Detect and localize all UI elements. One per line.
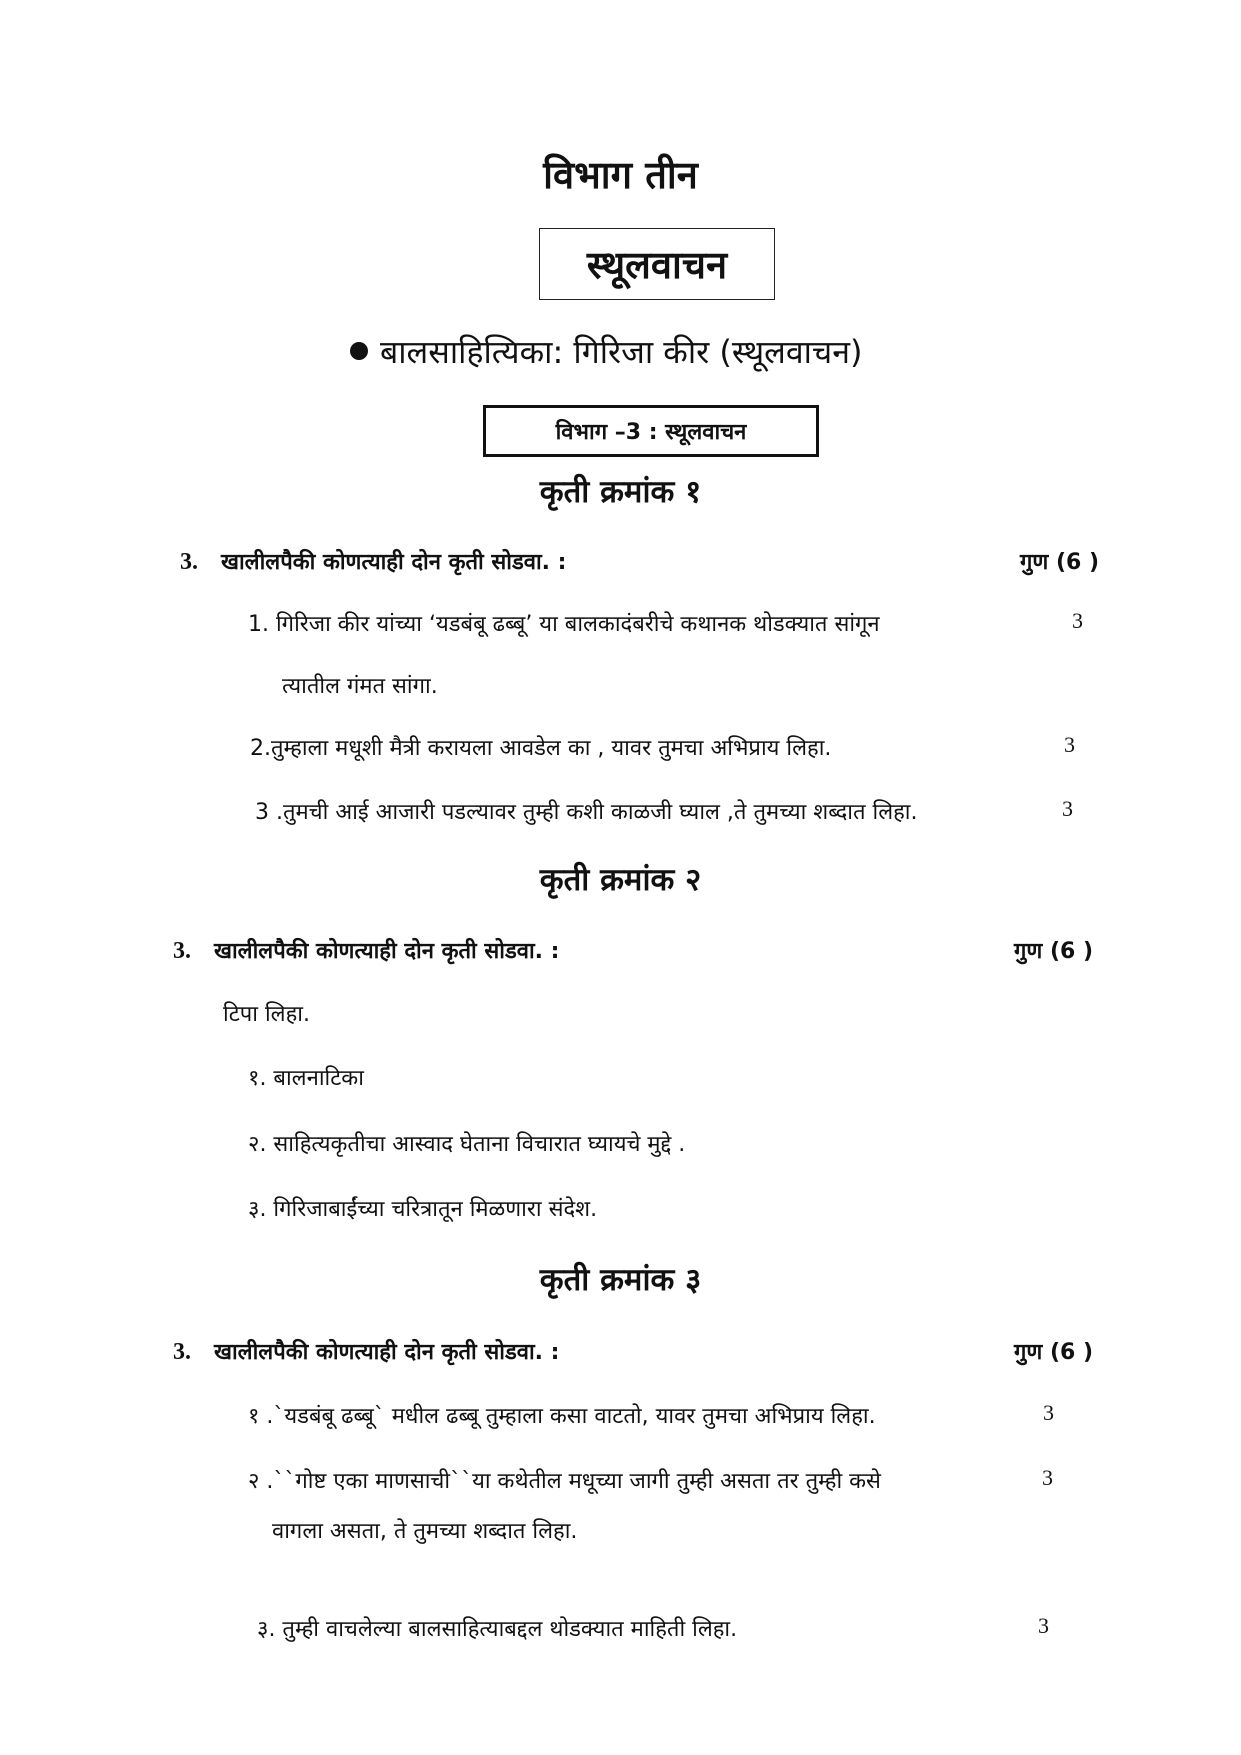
list-item: १ .`यडबंबू ढब्बू` मधील ढब्बू तुम्हाला कसा वाटतो, यावर तुमचा अभिप्राय लिहा.: [248, 1404, 876, 1429]
activity-heading: कृती क्रमांक १: [539, 474, 702, 510]
item-mark: 3: [1043, 1400, 1054, 1425]
item-mark: 3: [1042, 1465, 1053, 1490]
instruction-text: टिपा लिहा.: [223, 1002, 310, 1027]
list-item: २. साहित्यकृतीचा आस्वाद घेताना विचारात घ्यायचे मुद्दे .: [248, 1132, 686, 1157]
question-text: खालीलपैकी कोणत्याही दोन कृती सोडवा. :: [213, 1340, 560, 1365]
subtitle-box: [539, 228, 775, 300]
list-item: 1. गिरिजा कीर यांच्या ‘यडबंबू ढब्बू’ या बालकादंबरीचे कथानक थोडक्यात सांगून: [248, 612, 880, 637]
section-box-label: विभाग –3 : स्थूलवाचन: [555, 420, 747, 445]
list-item: ३. तुम्ही वाचलेल्या बालसाहित्याबद्दल थोडक्यात माहिती लिहा.: [257, 1617, 738, 1642]
activity-heading: कृती क्रमांक २: [539, 862, 702, 898]
chapter-heading: [350, 330, 863, 373]
list-item: ३. गिरिजाबाईंच्या चरित्रातून मिळणारा संदेश.: [248, 1197, 598, 1222]
activity-heading: कृती क्रमांक ३: [539, 1262, 702, 1298]
list-item: 2.तुम्हाला मधूशी मैत्री करायला आवडेल का , यावर तुमचा अभिप्राय लिहा.: [250, 736, 832, 761]
question-row: [173, 935, 559, 965]
question-number: 3.: [173, 938, 191, 964]
chapter-title: बालसाहित्यिका: गिरिजा कीर (स्थूलवाचन): [380, 333, 863, 371]
item-mark: 3: [1038, 1613, 1049, 1638]
list-item: १. बालनाटिका: [248, 1066, 364, 1091]
section-box: [483, 405, 819, 457]
item-mark: 3: [1064, 732, 1075, 757]
marks-label: गुण (6 ): [1014, 1340, 1094, 1365]
page-title: विभाग तीन: [543, 153, 698, 197]
list-item-continuation: वागला असता, ते तुमच्या शब्दात लिहा.: [272, 1519, 578, 1544]
question-number: 3.: [173, 1339, 191, 1365]
question-text: खालीलपैकी कोणत्याही दोन कृती सोडवा. :: [220, 550, 567, 575]
list-item-continuation: त्यातील गंमत सांगा.: [282, 674, 438, 699]
question-number: 3.: [180, 549, 198, 575]
item-mark: 3: [1072, 608, 1083, 633]
subtitle-text: स्थूलवाचन: [586, 243, 728, 287]
question-text: खालीलपैकी कोणत्याही दोन कृती सोडवा. :: [213, 939, 560, 964]
marks-label: गुण (6 ): [1014, 939, 1094, 964]
marks-label: गुण (6 ): [1020, 550, 1100, 575]
bullet-icon: [350, 342, 368, 360]
list-item: 3 .तुमची आई आजारी पडल्यावर तुम्ही कशी काळजी घ्याल ,ते तुमच्या शब्दात लिहा.: [255, 800, 918, 825]
list-item: २ .``गोष्ट एका माणसाची``या कथेतील मधूच्या जागी तुम्ही असता तर तुम्ही कसे: [248, 1469, 881, 1494]
question-row: [173, 1336, 559, 1366]
item-mark: 3: [1062, 796, 1073, 821]
question-row: [180, 546, 566, 576]
